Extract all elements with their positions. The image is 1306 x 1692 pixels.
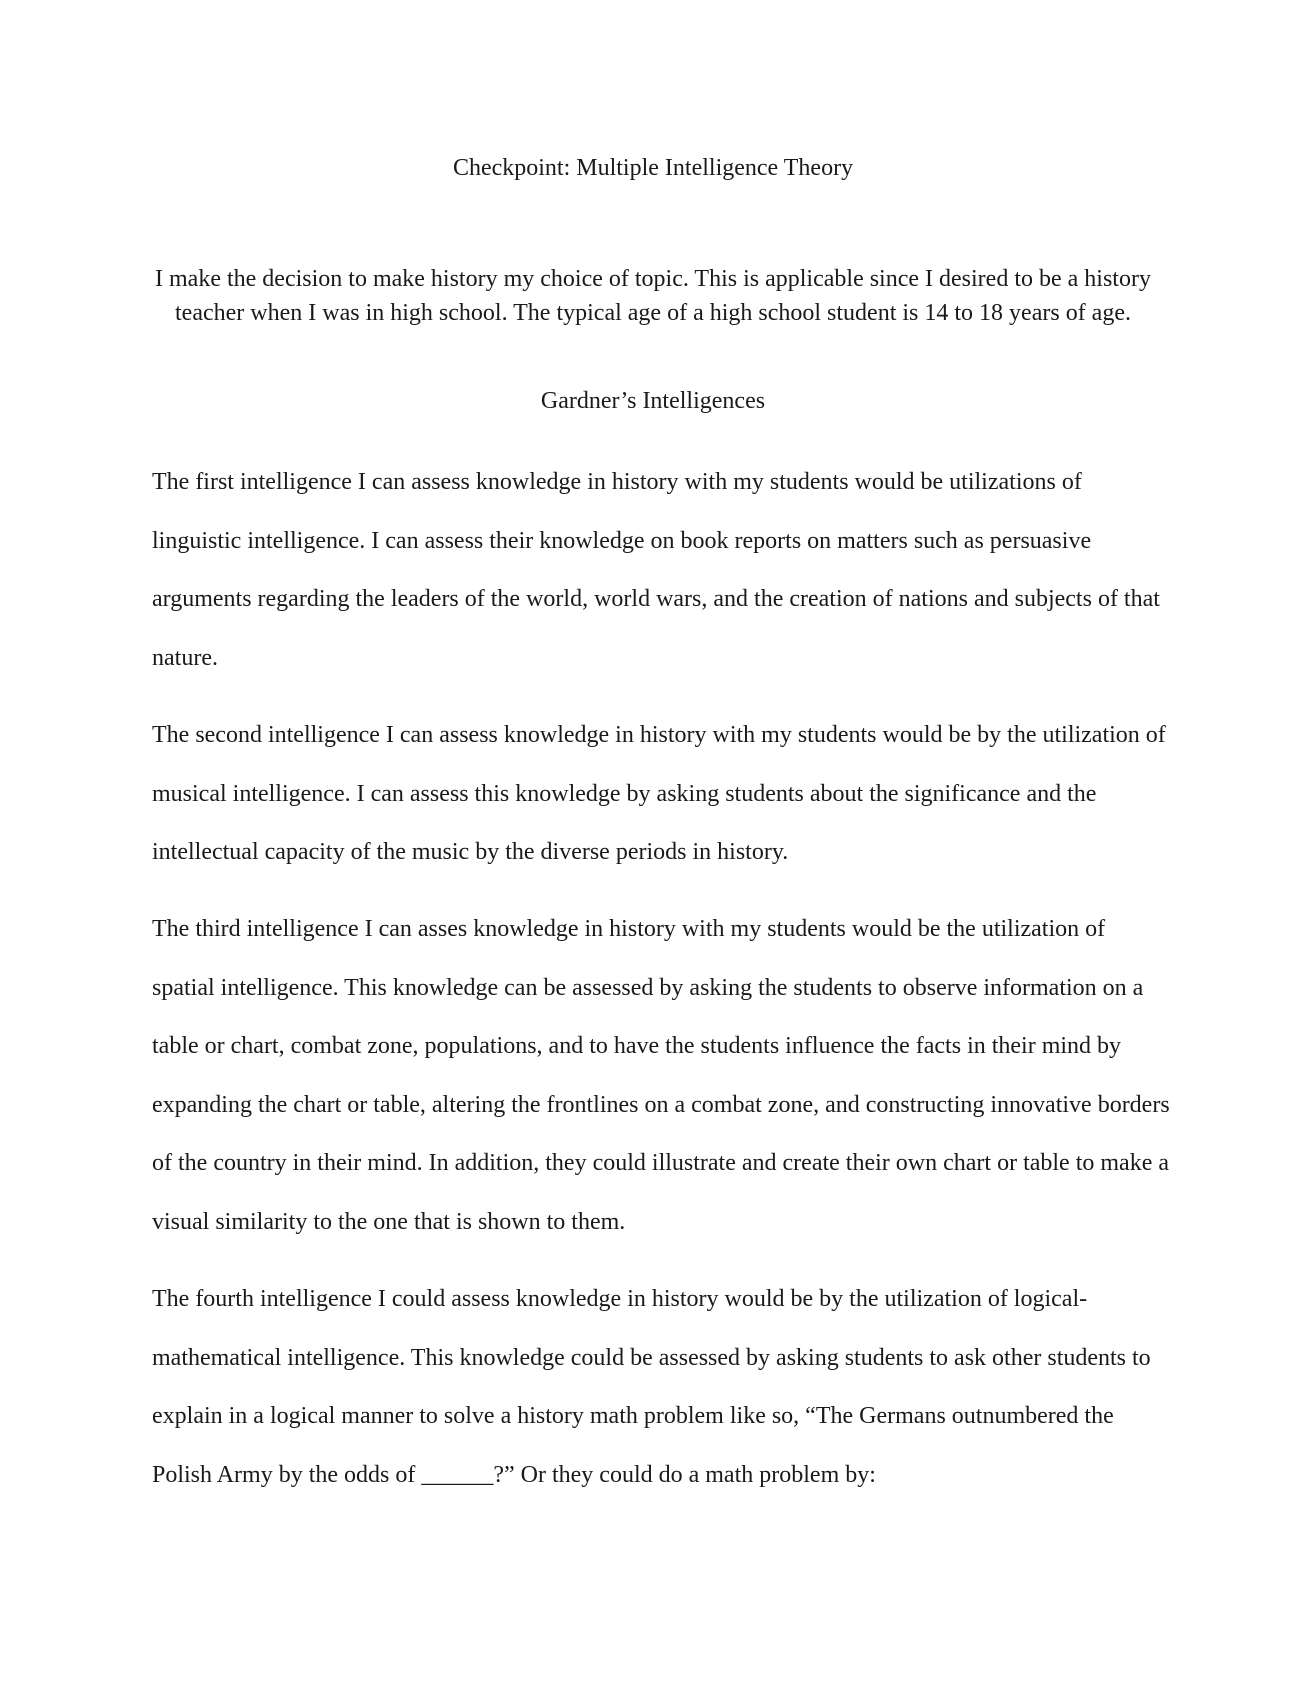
body-paragraph-linguistic: The first intelligence I can assess knowledge in history with my students would be utilizations of linguistic intelligence. I can assess their knowledge on book reports on matters such as persuasive arguments regarding the leaders of the world, world wars, and the creation of nations and subjects of that nature. — [152, 469, 1160, 671]
body-paragraph-logical-mathematical: The fourth intelligence I could assess knowledge in history would be by the utilization of logical-mathematical intelligence. This knowledge could be assessed by asking students to ask other students to explain in a logical manner to solve a history math problem like so, “The Germans outnumbered the Polish Army by the odds of ______?” Or they could do a math problem by: — [152, 1286, 1151, 1488]
body-paragraph-spatial: The third intelligence I can asses knowledge in history with my students would be the utilization of spatial intelligence. This knowledge can be assessed by asking the students to observe information on a table or chart, combat zone, populations, and to have the students influence the facts in their mind by expanding the chart or table, altering the frontlines on a combat zone, and constructing innovative borders of the country in their mind. In addition, they could illustrate and create their own chart or table to make a visual similarity to the one that is shown to them. — [152, 916, 1170, 1235]
intro-paragraph: I make the decision to make history my choice of topic. This is applicable since I desired to be a history teacher when I was in high school. The typical age of a high school student is 14 to 18 years of age. — [155, 266, 1151, 326]
body-paragraph-musical: The second intelligence I can assess knowledge in history with my students would be by the utilization of musical intelligence. I can assess this knowledge by asking students about the significance and the intellectual capacity of the music by the diverse periods in history. — [152, 722, 1166, 865]
page-title: Checkpoint: Multiple Intelligence Theory — [452, 155, 854, 181]
section-heading: Gardner’s Intelligences — [540, 388, 766, 414]
